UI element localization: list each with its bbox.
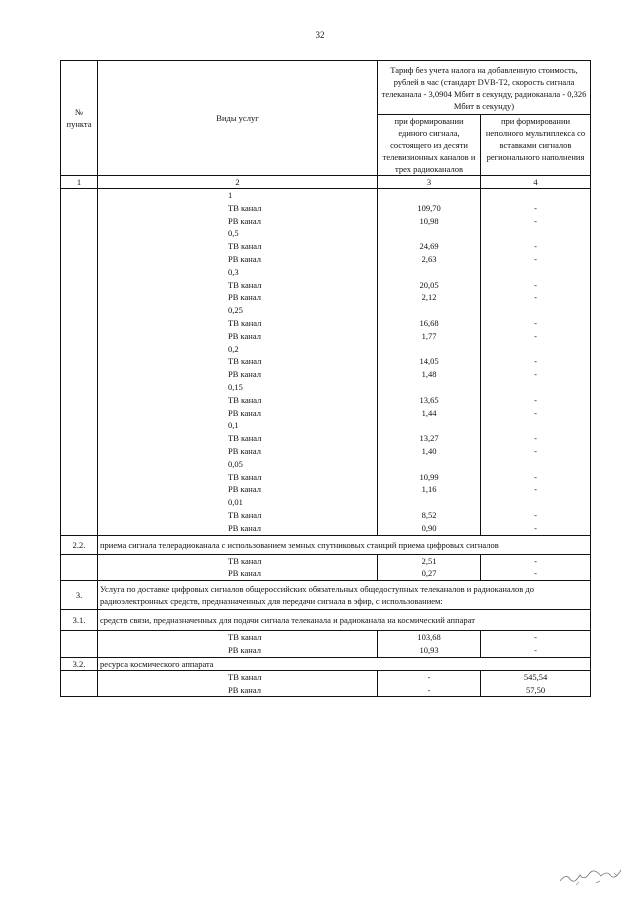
row-label: РВ канал — [98, 522, 378, 535]
row-value-col3 — [378, 343, 481, 356]
row-label: ТВ канал — [98, 670, 378, 683]
row-num-cell — [61, 394, 98, 407]
table-row — [61, 483, 591, 496]
row-value-col3 — [378, 266, 481, 279]
page-number: 32 — [315, 30, 325, 40]
row-label: РВ канал — [98, 644, 378, 657]
row-value-col4: - — [481, 522, 591, 535]
row-value-col4: - — [481, 567, 591, 580]
row-num-cell — [61, 215, 98, 228]
col-number-3: 3 — [378, 176, 481, 189]
row-label: ТВ канал — [98, 554, 378, 567]
row-label: ТВ канал — [98, 240, 378, 253]
col-number-1: 1 — [61, 176, 98, 189]
section-number: 2.2. — [61, 535, 98, 554]
row-num-cell — [61, 631, 98, 644]
row-label: 0,3 — [98, 266, 378, 279]
header-col4: при формировании неполного мультиплекса со вставками сигналов регионального наполнения — [481, 115, 591, 176]
row-num-cell — [61, 355, 98, 368]
row-value-col4: - — [481, 330, 591, 343]
row-value-col3: 1,40 — [378, 445, 481, 458]
row-value-col4: - — [481, 291, 591, 304]
table-row — [61, 227, 591, 240]
row-value-col4: - — [481, 483, 591, 496]
table-row — [61, 471, 591, 484]
row-num-cell — [61, 304, 98, 317]
row-value-col4 — [481, 189, 591, 202]
row-num-cell — [61, 407, 98, 420]
row-num-cell — [61, 343, 98, 356]
row-label: РВ канал — [98, 567, 378, 580]
section-number: 3.2. — [61, 657, 98, 670]
row-value-col4: - — [481, 240, 591, 253]
row-value-col3: 8,52 — [378, 509, 481, 522]
row-label: ТВ канал — [98, 279, 378, 292]
row-label: 0,2 — [98, 343, 378, 356]
row-value-col3: 0,90 — [378, 522, 481, 535]
row-value-col3: 10,99 — [378, 471, 481, 484]
row-label: РВ канал — [98, 330, 378, 343]
row-value-col3: 10,98 — [378, 215, 481, 228]
table-row — [61, 355, 591, 368]
row-value-col4 — [481, 496, 591, 509]
row-value-col3: 1,48 — [378, 368, 481, 381]
row-value-col3 — [378, 458, 481, 471]
row-value-col3 — [378, 189, 481, 202]
row-value-col3 — [378, 227, 481, 240]
section-text: приема сигнала телерадиоканала с использованием земных спутниковых станций приема цифровых сигналов — [98, 535, 591, 554]
row-value-col4 — [481, 266, 591, 279]
row-label: РВ канал — [98, 253, 378, 266]
row-value-col3: 10,93 — [378, 644, 481, 657]
row-label: ТВ канал — [98, 471, 378, 484]
row-value-col3: 2,51 — [378, 554, 481, 567]
row-value-col4 — [481, 227, 591, 240]
row-num-cell — [61, 291, 98, 304]
row-label: ТВ канал — [98, 394, 378, 407]
row-label: РВ канал — [98, 445, 378, 458]
section-row — [61, 657, 591, 670]
table-row — [61, 317, 591, 330]
table-row — [61, 509, 591, 522]
row-label: РВ канал — [98, 483, 378, 496]
table-row — [61, 291, 591, 304]
row-value-col3: - — [378, 684, 481, 697]
row-value-col3 — [378, 381, 481, 394]
table-row — [61, 215, 591, 228]
row-label: 0,01 — [98, 496, 378, 509]
table-row — [61, 432, 591, 445]
row-num-cell — [61, 496, 98, 509]
row-value-col3: 13,65 — [378, 394, 481, 407]
row-label: РВ канал — [98, 291, 378, 304]
section-text: ресурса космического аппарата — [98, 657, 591, 670]
row-label: 0,05 — [98, 458, 378, 471]
row-num-cell — [61, 644, 98, 657]
row-num-cell — [61, 240, 98, 253]
row-value-col4: - — [481, 202, 591, 215]
section-row — [61, 581, 591, 610]
row-num-cell — [61, 432, 98, 445]
row-label: ТВ канал — [98, 509, 378, 522]
row-value-col3: 2,63 — [378, 253, 481, 266]
row-value-col3: 2,12 — [378, 291, 481, 304]
table-row — [61, 304, 591, 317]
row-num-cell — [61, 554, 98, 567]
section-number: 3.1. — [61, 610, 98, 631]
row-value-col4: - — [481, 317, 591, 330]
row-value-col4 — [481, 381, 591, 394]
row-num-cell — [61, 522, 98, 535]
row-num-cell — [61, 253, 98, 266]
row-value-col4: - — [481, 394, 591, 407]
row-value-col3: 14,05 — [378, 355, 481, 368]
row-label: 0,1 — [98, 419, 378, 432]
row-num-cell — [61, 330, 98, 343]
row-num-cell — [61, 471, 98, 484]
row-label: 0,25 — [98, 304, 378, 317]
row-value-col3: 0,27 — [378, 567, 481, 580]
table-row — [61, 202, 591, 215]
table-row — [61, 279, 591, 292]
table-row — [61, 253, 591, 266]
table-row — [61, 394, 591, 407]
row-label: РВ канал — [98, 407, 378, 420]
table-row — [61, 644, 591, 657]
table-row — [61, 554, 591, 567]
row-value-col3 — [378, 496, 481, 509]
row-num-cell — [61, 684, 98, 697]
table-row — [61, 240, 591, 253]
row-num-cell — [61, 483, 98, 496]
row-value-col3: 1,77 — [378, 330, 481, 343]
row-label: ТВ канал — [98, 355, 378, 368]
table-row — [61, 458, 591, 471]
row-label: РВ канал — [98, 684, 378, 697]
section-number: 3. — [61, 581, 98, 610]
row-value-col4: - — [481, 215, 591, 228]
table-row — [61, 419, 591, 432]
row-value-col4: - — [481, 644, 591, 657]
row-value-col4 — [481, 419, 591, 432]
row-value-col4: - — [481, 368, 591, 381]
table-row — [61, 445, 591, 458]
row-value-col4 — [481, 304, 591, 317]
header-services: Виды услуг — [98, 61, 378, 176]
col-number-4: 4 — [481, 176, 591, 189]
table-row — [61, 368, 591, 381]
row-value-col3: - — [378, 670, 481, 683]
row-value-col4: 545,54 — [481, 670, 591, 683]
row-label: 1 — [98, 189, 378, 202]
row-value-col4: - — [481, 554, 591, 567]
row-label: РВ канал — [98, 368, 378, 381]
row-num-cell — [61, 368, 98, 381]
row-label: ТВ канал — [98, 317, 378, 330]
row-label: ТВ канал — [98, 432, 378, 445]
section-text: Услуга по доставке цифровых сигналов общероссийских обязательных общедоступных телеканалов и радиоканалов до радиоэлектронных средств, предназначенных для передачи сигнала в эфир, с использованием: — [98, 581, 591, 610]
row-value-col3: 24,69 — [378, 240, 481, 253]
table-row — [61, 189, 591, 202]
row-num-cell — [61, 419, 98, 432]
table-row — [61, 266, 591, 279]
tariff-table — [60, 60, 591, 697]
table-row — [61, 670, 591, 683]
row-num-cell — [61, 227, 98, 240]
row-value-col4: - — [481, 432, 591, 445]
row-label: 0,15 — [98, 381, 378, 394]
row-num-cell — [61, 458, 98, 471]
row-num-cell — [61, 567, 98, 580]
section-text: средств связи, предназначенных для подачи сигнала телеканала и радиоканала на космический аппарат — [98, 610, 591, 631]
header-tariff: Тариф без учета налога на добавленную стоимость, рублей в час (стандарт DVB-T2, скорость сигнала телеканала - 3,0904 Мбит в секунду, радиоканала - 0,326 Мбит в секунду) — [378, 61, 591, 115]
section-row — [61, 610, 591, 631]
row-value-col3: 1,44 — [378, 407, 481, 420]
row-num-cell — [61, 317, 98, 330]
row-value-col4 — [481, 458, 591, 471]
table-row — [61, 407, 591, 420]
row-value-col4: - — [481, 279, 591, 292]
row-value-col4: - — [481, 631, 591, 644]
table-row — [61, 343, 591, 356]
row-label: ТВ канал — [98, 631, 378, 644]
row-value-col4: - — [481, 407, 591, 420]
row-value-col3: 103,68 — [378, 631, 481, 644]
row-label: РВ канал — [98, 215, 378, 228]
table-row — [61, 522, 591, 535]
row-value-col3: 109,70 — [378, 202, 481, 215]
table-row — [61, 684, 591, 697]
row-value-col3: 1,16 — [378, 483, 481, 496]
table-row — [61, 567, 591, 580]
row-num-cell — [61, 670, 98, 683]
signature-mark — [556, 865, 626, 887]
row-num-cell — [61, 202, 98, 215]
row-label: 0,5 — [98, 227, 378, 240]
row-value-col4: - — [481, 355, 591, 368]
row-value-col4: - — [481, 509, 591, 522]
section-row — [61, 535, 591, 554]
header-num: № пункта — [61, 61, 98, 176]
row-value-col3: 13,27 — [378, 432, 481, 445]
row-label: ТВ канал — [98, 202, 378, 215]
row-num-cell — [61, 445, 98, 458]
table-row — [61, 631, 591, 644]
row-value-col3 — [378, 304, 481, 317]
row-num-cell — [61, 266, 98, 279]
header-col3: при формировании единого сигнала, состоящего из десяти телевизионных каналов и трех радиоканалов — [378, 115, 481, 176]
row-value-col4 — [481, 343, 591, 356]
row-value-col3 — [378, 419, 481, 432]
table-row — [61, 496, 591, 509]
row-num-cell — [61, 509, 98, 522]
row-value-col4: - — [481, 445, 591, 458]
row-num-cell — [61, 189, 98, 202]
row-value-col4: - — [481, 253, 591, 266]
col-number-2: 2 — [98, 176, 378, 189]
row-value-col4: 57,50 — [481, 684, 591, 697]
row-value-col3: 16,68 — [378, 317, 481, 330]
row-num-cell — [61, 381, 98, 394]
table-row — [61, 381, 591, 394]
table-row — [61, 330, 591, 343]
row-num-cell — [61, 279, 98, 292]
row-value-col3: 20,05 — [378, 279, 481, 292]
row-value-col4: - — [481, 471, 591, 484]
